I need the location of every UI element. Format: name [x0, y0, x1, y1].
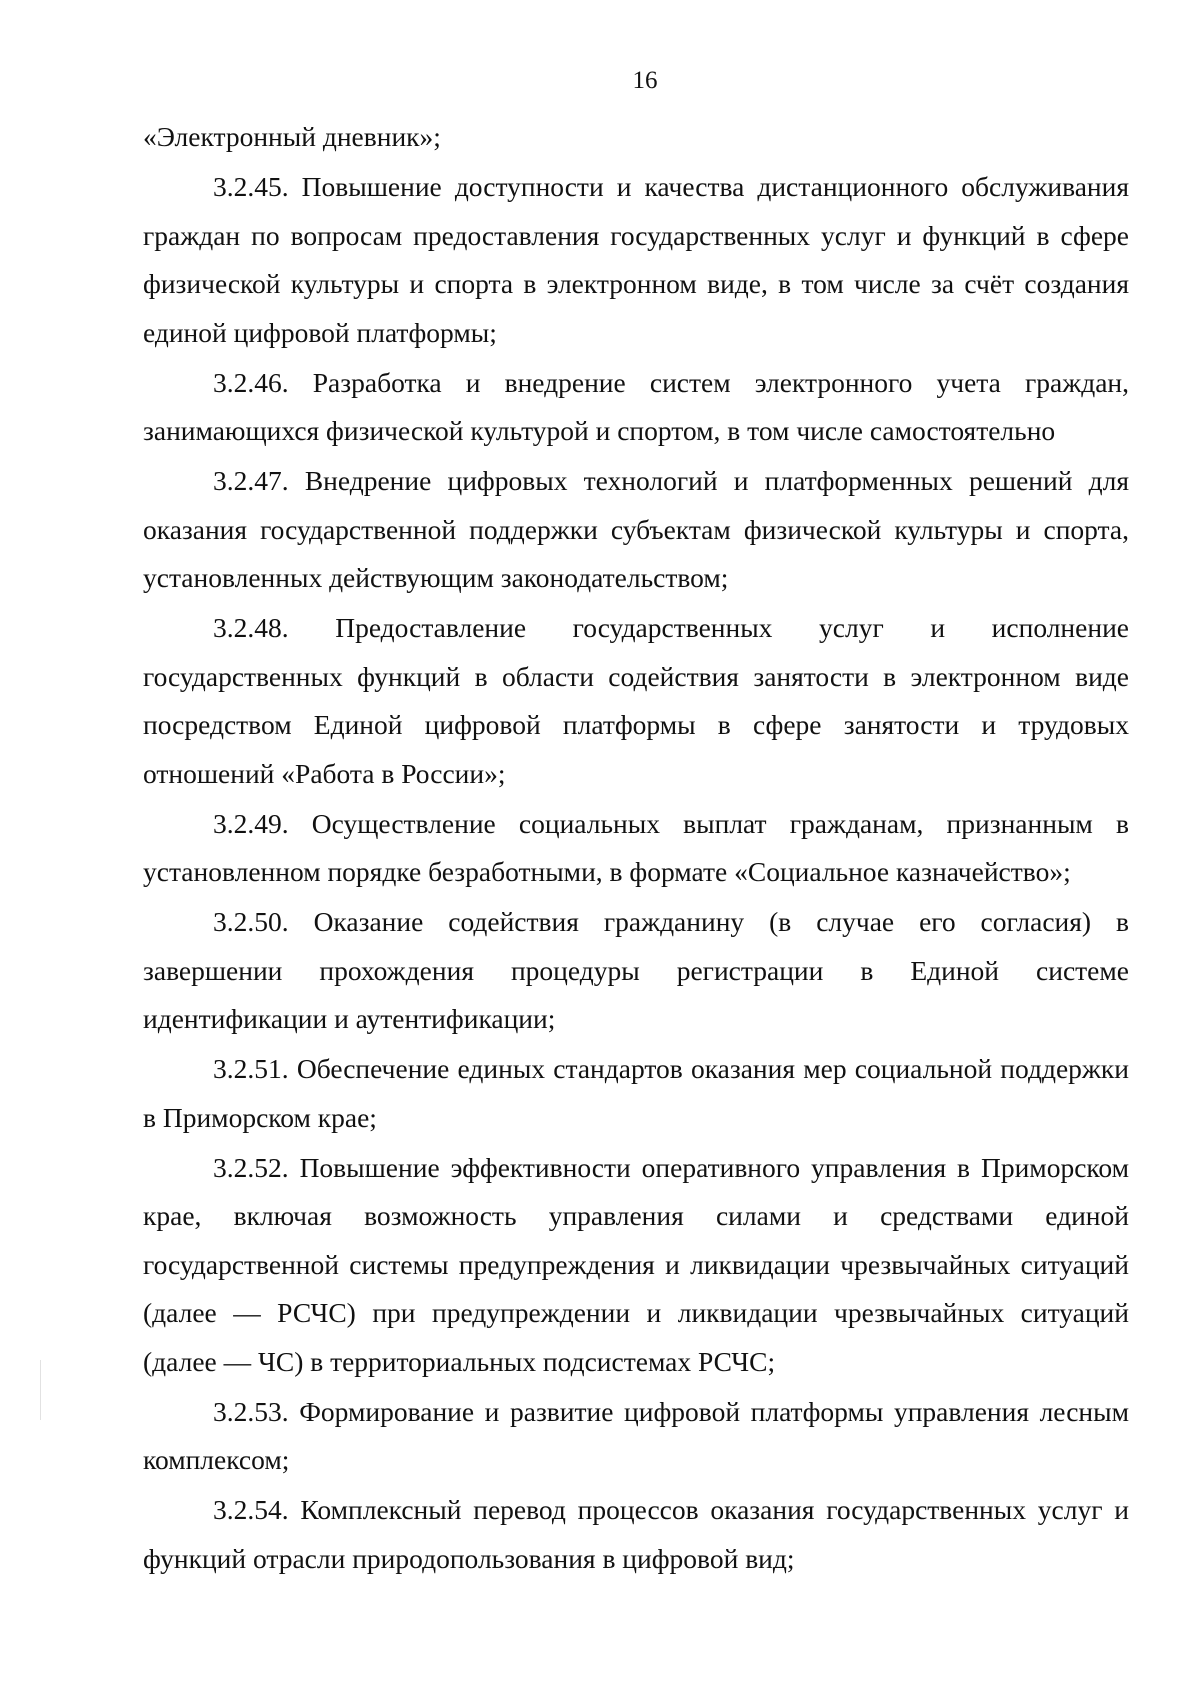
paragraph-3-2-48: 3.2.48. Предоставление государственных услуг и исполнение государственных функций в области содействия занятости в электронном виде посредством Единой цифровой платформы в сфере занятости и трудовых отношений «Работа в России»; — [143, 612, 1129, 789]
paragraph-3-2-53: 3.2.53. Формирование и развитие цифровой платформы управления лесным комплексом; — [143, 1395, 1129, 1475]
paragraph-3-2-50: 3.2.50. Оказание содействия гражданину (в случае его согласия) в завершении прохождения процедуры регистрации в Единой системе идентификации и аутентификации; — [143, 906, 1129, 1034]
paragraph-3-2-54: 3.2.54. Комплексный перевод процессов оказания государственных услуг и функций отрасли природопользования в цифровой вид; — [143, 1494, 1129, 1574]
paragraph-3-2-49: 3.2.49. Осуществление социальных выплат гражданам, признанным в установленном порядке безработными, в формате «Социальное казначейство»; — [143, 807, 1129, 887]
page-number: 16 — [632, 67, 658, 94]
document-body — [143, 113, 1129, 1585]
paragraph-3-2-46: 3.2.46. Разработка и внедрение систем электронного учета граждан, занимающихся физической культурой и спортом, в том числе самостоятельно — [143, 366, 1129, 446]
paragraph-continuation: «Электронный дневник»; — [143, 121, 441, 152]
scan-margin-mark — [40, 1360, 41, 1420]
paragraph-3-2-52: 3.2.52. Повышение эффективности оперативного управления в Приморском крае, включая возможность управления силами и средствами единой государственной системы предупреждения и ликвидации чрезвычайных ситуаций (далее — РСЧС) при предупреждении и ликвидации чрезвычайных ситуаций (далее — ЧС) в территориальных подсистемах РСЧС; — [143, 1151, 1129, 1377]
paragraph-3-2-45: 3.2.45. Повышение доступности и качества дистанционного обслуживания граждан по вопросам предоставления государственных услуг и функций в сфере физической культуры и спорта в электронном виде, в том числе за счёт создания единой цифровой платформы; — [143, 171, 1129, 348]
paragraph-3-2-51: 3.2.51. Обеспечение единых стандартов оказания мер социальной поддержки в Приморском крае; — [143, 1053, 1129, 1133]
paragraph-3-2-47: 3.2.47. Внедрение цифровых технологий и платформенных решений для оказания государственной поддержки субъектам физической культуры и спорта, установленных действующим законодательством; — [143, 465, 1129, 593]
